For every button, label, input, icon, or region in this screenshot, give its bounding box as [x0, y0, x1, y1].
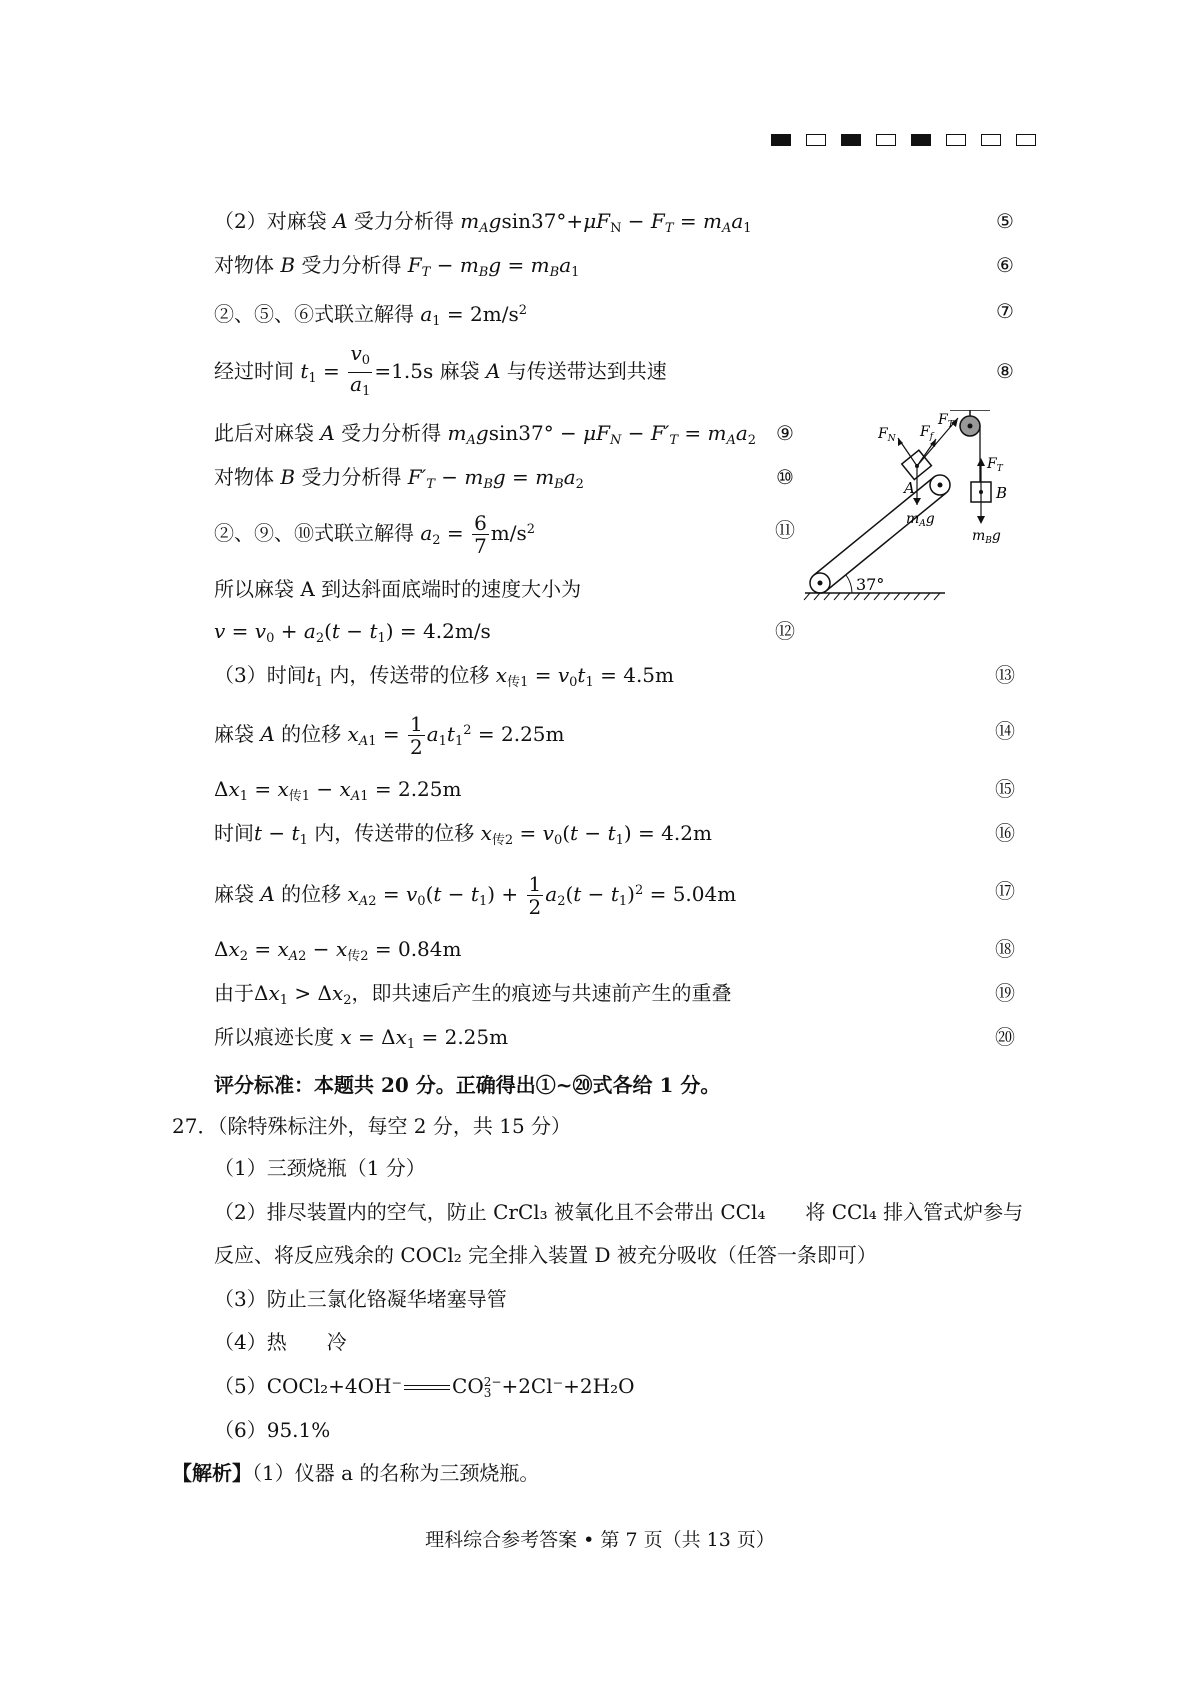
- equation-number: ⑰: [995, 879, 1015, 903]
- answer-line: 反应、将反应残余的 COCl₂ 完全排入装置 D 被充分吸收（任答一条即可）: [214, 1243, 877, 1267]
- equation-number: ⑳: [995, 1025, 1015, 1049]
- equation-line: 经过时间 $t_1$ = $\frac{v_0}{a_1}$ =1.5s 麻袋 A 与传送带达到共速: [214, 341, 667, 399]
- equation-line: $v = v_0 + a_2(t - t_1) = 4.2m/s$: [214, 619, 491, 646]
- svg-text:mAg: $m_Ag$: [906, 511, 935, 529]
- header-square: [946, 134, 966, 146]
- header-square: [911, 134, 931, 146]
- header-square: [806, 134, 826, 146]
- equation-number: ⑯: [995, 821, 1015, 845]
- analysis-line: 【解析】（1）仪器 a 的名称为三颈烧瓶。: [172, 1461, 540, 1485]
- equation-line: 所以痕迹长度 $x = \Delta x_1 = 2.25m$: [214, 1025, 509, 1052]
- answer-line: （2）排尽装置内的空气，防止 CrCl₃ 被氧化且不会带出 CCl₄ 将 CCl₄ 排入管式炉参与: [214, 1200, 1024, 1224]
- svg-text:FT: $F_T$: [938, 412, 954, 430]
- svg-text:FN: $F_N$: [878, 426, 896, 444]
- equation-number: ⑨: [776, 421, 794, 445]
- equation-line: 此后对麻袋 A 受力分析得 $m_Agsin37^\circ - \mu F_N - F'_T = m_Aa_2$: [214, 421, 757, 448]
- equation-line: $\Delta x_1 = x_{传1} - x_{A1} = 2.25m$: [214, 777, 462, 804]
- header-square: [981, 134, 1001, 146]
- equation-number: ⑱: [995, 937, 1015, 961]
- equation-number: ⑦: [996, 299, 1014, 323]
- header-square: [876, 134, 896, 146]
- header-square: [841, 134, 861, 146]
- svg-text:A: A: [904, 479, 915, 497]
- equation-number: ⑤: [996, 209, 1014, 233]
- equation-line: ②、⑤、⑥式联立解得 $a_1 = 2m/s^2$: [214, 302, 528, 329]
- equation-number: ⑫: [775, 619, 795, 643]
- svg-text:mBg: $m_Bg$: [972, 528, 1001, 546]
- equation-number: ⑩: [776, 465, 794, 489]
- equation-number: ⑮: [995, 777, 1015, 801]
- equation-line: 对物体 B 受力分析得 $F'_T - m_Bg = m_Ba_2$: [214, 465, 584, 492]
- scoring-standard: 评分标准：本题共 20 分。正确得出①~⑳式各给 1 分。: [214, 1073, 721, 1097]
- answer-line: （4）热 冷: [214, 1330, 347, 1354]
- svg-text:Ff: $F_f$: [920, 424, 934, 442]
- answer-line: （6）95.1%: [214, 1418, 331, 1442]
- page-footer: 理科综合参考答案 • 第 7 页（共 13 页）: [425, 1529, 775, 1551]
- svg-text:B: B: [996, 484, 1008, 502]
- equation-number: ⑬: [995, 663, 1015, 687]
- equation-number: ⑭: [995, 719, 1015, 743]
- header-square: [771, 134, 791, 146]
- equation-number: ⑪: [775, 518, 795, 542]
- equation-line: 对物体 B 受力分析得 $F_T - m_Bg = m_Ba_1$: [214, 253, 580, 280]
- equation-line: 由于$\Delta x_1 > \Delta x_2$，即共速后产生的痕迹与共速前产生的重叠: [214, 981, 732, 1008]
- angle-label: 37°: [856, 575, 885, 594]
- equation-number: ⑲: [995, 981, 1015, 1005]
- svg-text:FT: $F_T$: [987, 456, 1003, 474]
- equation-line: 麻袋 A 的位移 $x_{A1}$ = $\frac{1}{2}$ $a_1t_1^2 = 2.25m$: [214, 712, 565, 759]
- equation-line: （2）对麻袋 A 受力分析得 $m_Agsin37^\circ+\mu F_N - F_T = m_Aa_1$: [214, 209, 752, 236]
- header-square: [1016, 134, 1036, 146]
- answer-line: （5）COCl₂+4OH⁻ CO 2− 3 +2Cl⁻+2H₂O: [214, 1374, 635, 1400]
- equation-line: ②、⑨、⑩式联立解得 $a_2$ = $\frac{6}{7}$ $m/s^2$: [214, 511, 536, 558]
- equation-line: （3）时间$t_1$ 内，传送带的位移 $x_{传1} = v_0t_1 = 4.5m$: [214, 663, 674, 690]
- equation-line: 时间$t - t_1$ 内，传送带的位移 $x_{传2} = v_0(t - t_1) = 4.2m$: [214, 821, 712, 848]
- answer-line: （3）防止三氯化铬凝华堵塞导管: [214, 1287, 507, 1311]
- text-line: 所以麻袋 A 到达斜面底端时的速度大小为: [214, 577, 582, 601]
- question-title: 27．（除特殊标注外，每空 2 分，共 15 分）: [172, 1114, 572, 1138]
- equation-number: ⑧: [996, 359, 1014, 383]
- equation-line: $\Delta x_2 = x_{A2} - x_{传2} = 0.84m$: [214, 937, 462, 964]
- equation-line: 麻袋 A 的位移 $x_{A2} = v_0(t - t_1)$ + $\frac{1}{2}$ $a_2(t - t_1)^2 = 5.04m$: [214, 872, 737, 919]
- equation-number: ⑥: [996, 253, 1014, 277]
- force-diagram: [800, 410, 1040, 610]
- answer-line: （1）三颈烧瓶（1 分）: [214, 1156, 426, 1180]
